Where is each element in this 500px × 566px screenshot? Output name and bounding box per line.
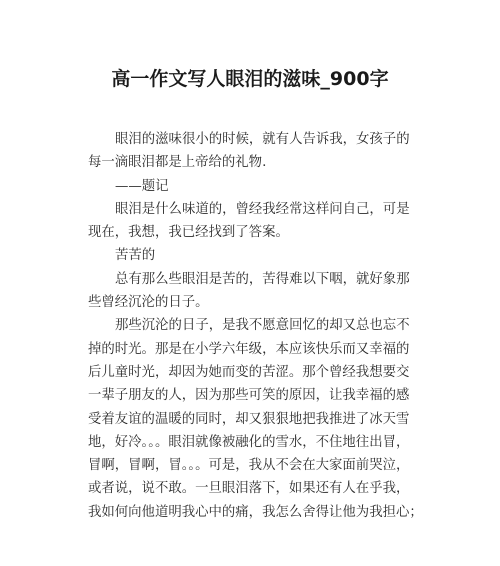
document-title: 高一作文写人眼泪的滋味_900字 <box>111 68 389 90</box>
body-line: ——题记 <box>115 178 169 194</box>
body-line: 我如何向他道明我心中的痛，我怎么舍得让他为我担心； <box>88 504 423 520</box>
body-line: 苦苦的 <box>115 248 156 264</box>
body-line: 总有那么些眼泪是苦的，苦得难以下咽，就好象那 <box>115 271 410 287</box>
body-line: 受着友谊的温暖的同时，却又狠狠地把我推进了冰天雪 <box>88 411 410 427</box>
body-line: 一辈子朋友的人，因为那些可笑的原因，让我幸福的感 <box>88 388 410 404</box>
body-line: 每一滴眼泪都是上帝给的礼物. <box>88 155 267 171</box>
body-line: 或者说，说不敢。一旦眼泪落下，如果还有人在乎我， <box>88 481 410 497</box>
body-line: 后儿童时光，却因为她而变的苦涩。那个曾经我想要交 <box>88 364 410 380</box>
body-line: 眼泪是什么味道的，曾经我经常这样问自己，可是 <box>115 201 410 217</box>
body-line: 些曾经沉沦的日子。 <box>88 295 209 311</box>
body-line: 掉的时光。那是在小学六年级，本应该快乐而又幸福的 <box>88 341 410 357</box>
document-body <box>88 128 423 524</box>
body-line: 地，好冷。。。眼泪就像被融化的雪水，不住地往出冒， <box>88 434 410 450</box>
body-line: 冒啊，冒啊，冒。。。可是，我从不会在大家面前哭泣， <box>88 458 410 474</box>
body-line: 那些沉沦的日子，是我不愿意回忆的却又总也忘不 <box>115 318 410 334</box>
body-line: 现在，我想，我已经找到了答案。 <box>88 225 289 241</box>
body-line: 眼泪的滋味很小的时候，就有人告诉我，女孩子的 <box>115 132 410 147</box>
